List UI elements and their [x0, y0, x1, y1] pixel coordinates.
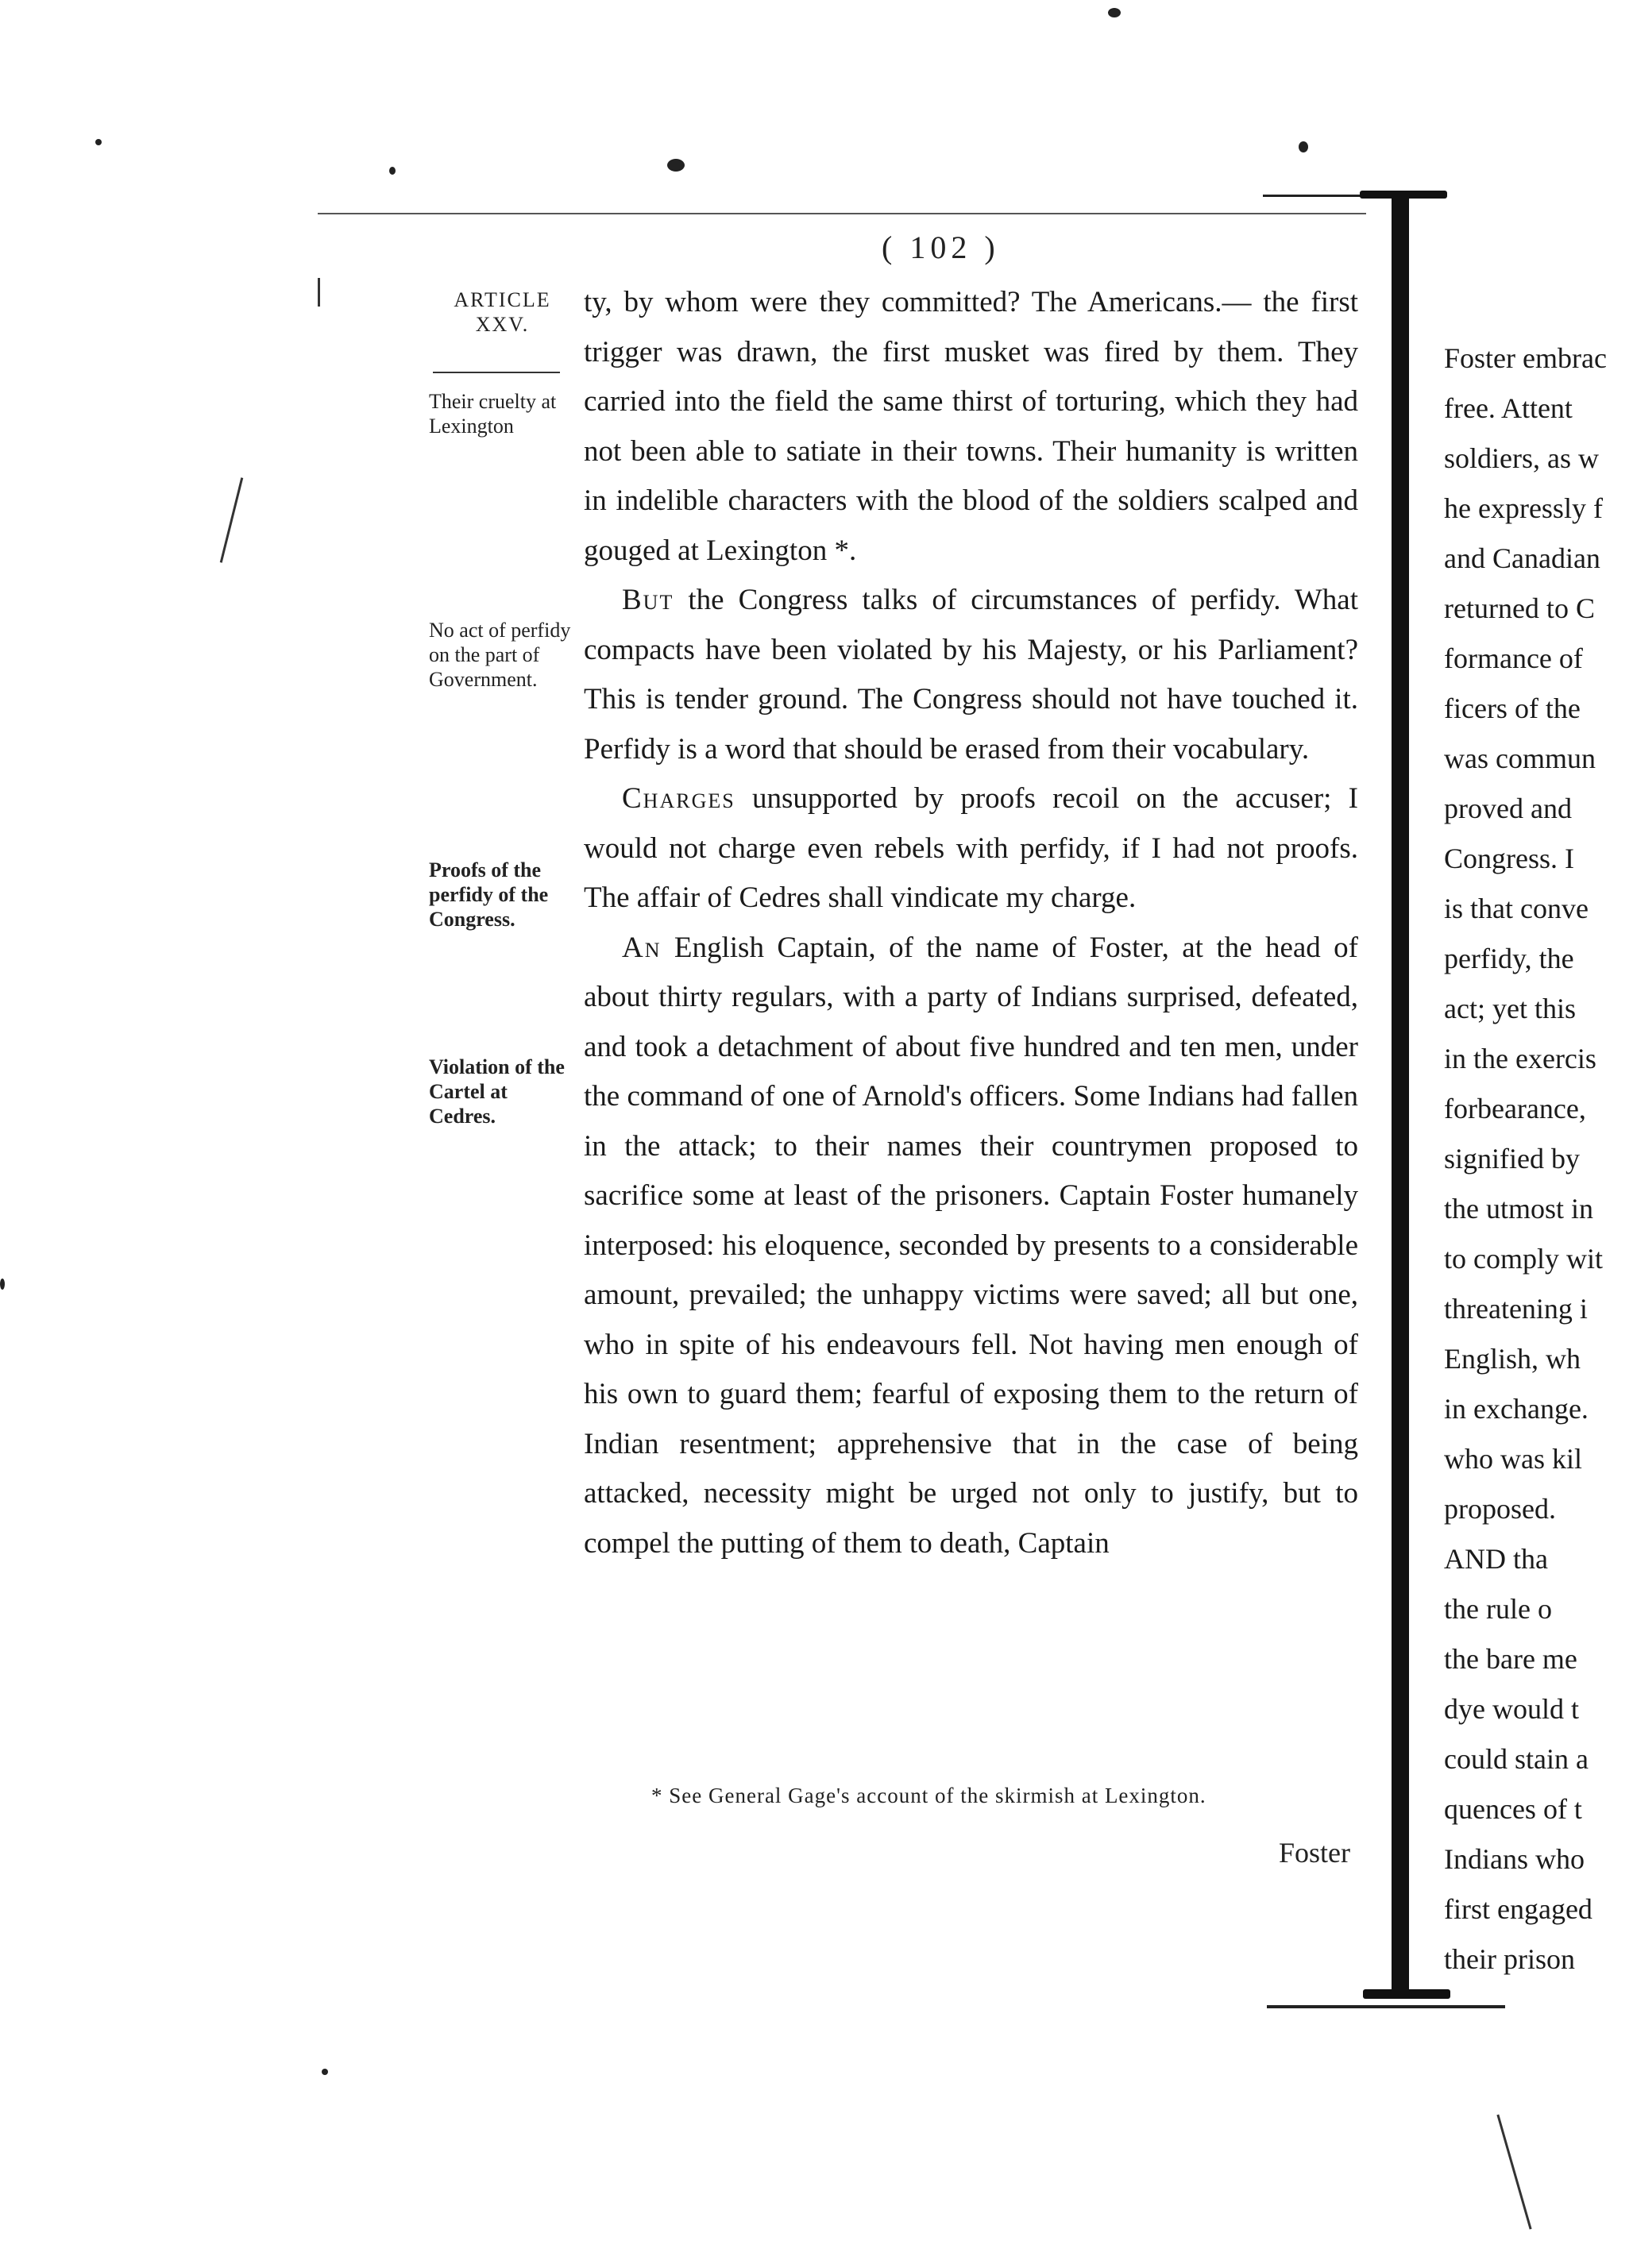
facing-page-line: was commun — [1444, 742, 1596, 774]
facing-page-line: proposed. — [1444, 1493, 1556, 1525]
binding-bar — [1392, 195, 1409, 1996]
facing-page-line: act; yet this — [1444, 993, 1576, 1024]
bottom-rule — [1267, 2005, 1505, 2008]
facing-page-line: their prison — [1444, 1943, 1575, 1975]
facing-page-line: soldiers, as w — [1444, 442, 1599, 474]
facing-page-line: in the exercis — [1444, 1043, 1596, 1074]
facing-page-line: free. Attent — [1444, 392, 1573, 424]
paragraph-2 — [584, 576, 1358, 774]
margin-note-no-perfidy: No act of perfidy on the part of Government. — [429, 619, 571, 691]
facing-page-line: threatening i — [1444, 1293, 1588, 1325]
top-rule — [318, 213, 1366, 214]
scan-speck — [667, 159, 685, 172]
stray-mark — [220, 477, 244, 562]
catchword: Foster — [1279, 1837, 1350, 1869]
paragraph-2-lead: But — [622, 584, 674, 616]
facing-page-line: the bare me — [1444, 1643, 1577, 1675]
facing-page-line: and Canadian — [1444, 542, 1600, 574]
facing-page-line: Congress. I — [1444, 843, 1574, 874]
facing-page-line: returned to C — [1444, 592, 1595, 624]
facing-page-line: the utmost in — [1444, 1193, 1593, 1225]
facing-page-line: who was kil — [1444, 1443, 1582, 1475]
margin-note-proofs: Proofs of the perfidy of the Congress. — [429, 858, 549, 931]
facing-page-line: AND tha — [1444, 1543, 1548, 1575]
paragraph-3-lead: Charges — [622, 782, 735, 815]
paragraph-4-body: English Captain, of the name of Foster, at the head of about thirty regulars, with a party of Indians surprised, defeated, and took a detachment of about five hundred and ten men, under the command of one of Arnold's officers. Some Indians had fallen in the attack; to their names their countrymen proposed to sacrifice some at least of the prisoners. Captain Foster humanely interposed: his eloquence, seconded by presents to a considerable amount, prevailed; the unhappy victims were saved; all but one, who in spite of his endeavours fell. Not having men enough of his own to guard them; fearful of exposing them to the return of Indian resentment; apprehensive that in the case of being attacked, necessity might be urged not only to justify, but to compel the putting of them to death, Captain — [584, 931, 1358, 1560]
facing-page-text — [1444, 334, 1633, 1984]
paragraph-4 — [584, 924, 1358, 1569]
paragraph-1: ty, by whom were they committed? The Americans.— the first trigger was drawn, the first musket was fired by them. They carried into the field the same thirst of torturing, which they had not been able to satiate in their towns. Their humanity is written in indelible characters with the blood of the soldiers scalped and gouged at Lexington *. — [584, 286, 1358, 567]
facing-page-line: Indians who — [1444, 1843, 1585, 1875]
scan-speck — [0, 1279, 5, 1290]
facing-page-line: could stain a — [1444, 1743, 1589, 1775]
scan-speck — [1299, 141, 1308, 152]
facing-page-line: quences of t — [1444, 1793, 1582, 1825]
facing-page-line: Foster embrac — [1444, 342, 1607, 374]
scan-speck — [389, 167, 396, 175]
facing-page-line: forbearance, — [1444, 1093, 1586, 1124]
article-rule — [433, 372, 560, 373]
paragraph-3-body: unsupported by proofs recoil on the accuser; I would not charge even rebels with perfidy, if I had not proofs. The affair of Cedres shall vindicate my charge. — [584, 782, 1358, 914]
facing-page-line: formance of — [1444, 642, 1583, 674]
main-text — [584, 278, 1358, 1568]
scan-speck — [95, 139, 102, 145]
facing-page-line: proved and — [1444, 793, 1572, 824]
facing-page-line: to comply wit — [1444, 1243, 1603, 1275]
facing-page-line: signified by — [1444, 1143, 1580, 1174]
facing-page-line: ficers of the — [1444, 692, 1581, 724]
margin-note-cruelty: Their cruelty at Lexington — [429, 390, 557, 438]
scan-speck — [1108, 8, 1121, 17]
paragraph-4-lead: An — [622, 931, 662, 964]
stray-mark — [318, 278, 320, 307]
article-heading: ARTICLE XXV. — [454, 288, 551, 336]
facing-page-line: English, wh — [1444, 1343, 1581, 1375]
facing-page-line: first engaged — [1444, 1893, 1592, 1925]
facing-page-line: he expressly f — [1444, 492, 1603, 524]
facing-page-line: is that conve — [1444, 893, 1589, 924]
facing-page-line: perfidy, the — [1444, 943, 1574, 974]
margin-note-cartel: Violation of the Cartel at Cedres. — [429, 1055, 565, 1128]
paragraph-2-body: the Congress talks of circumstances of perfidy. What compacts have been violated by his Majesty, or his Parliament? This is tender ground. The Congress should not have touched it. Perfidy is a word that should be erased from their vocabulary. — [584, 584, 1358, 766]
scan-speck — [322, 2069, 328, 2075]
page-number: ( 102 ) — [882, 230, 1000, 265]
binding-cap-bottom — [1363, 1989, 1450, 1999]
facing-page-line: dye would t — [1444, 1693, 1579, 1725]
stray-mark — [1496, 2114, 1531, 2229]
footnote: * See General Gage's account of the skirmish at Lexington. — [651, 1784, 1206, 1807]
paragraph-3 — [584, 774, 1358, 924]
facing-page-line: the rule o — [1444, 1593, 1552, 1625]
facing-page-line: in exchange. — [1444, 1393, 1589, 1425]
